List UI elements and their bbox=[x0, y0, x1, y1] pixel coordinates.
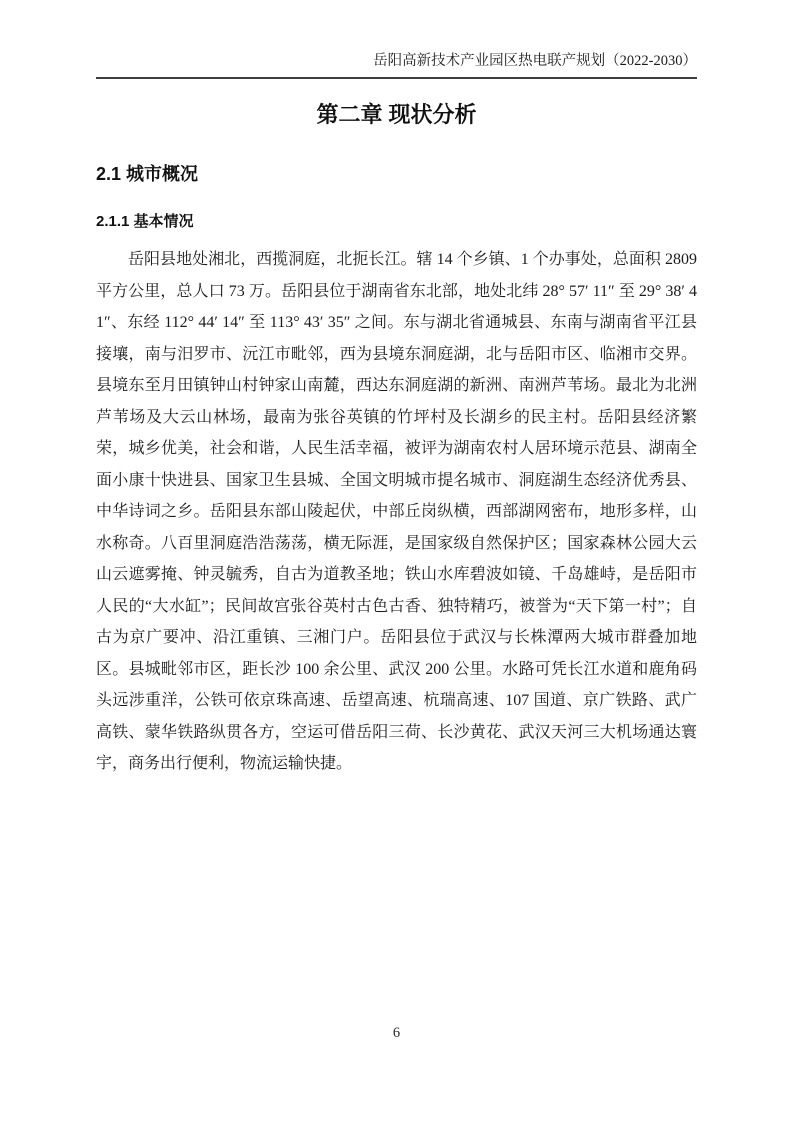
page-number: 6 bbox=[392, 1025, 401, 1041]
page-header bbox=[96, 50, 697, 79]
subsection-heading: 2.1.1 基本情况 bbox=[96, 213, 194, 230]
section-heading: 2.1 城市概况 bbox=[96, 164, 199, 184]
body-paragraph: 岳阳县地处湘北，西揽洞庭，北扼长江。辖 14 个乡镇、1 个办事处，总面积 2809 平方公里，总人口 73 万。岳阳县位于湖南省东北部，地处北纬 28° 57′ 11″ 至 29° 38′ 41″、东经 112° 44′ 14″ 至 113° 43′ 35″ 之间。东与湖北省通城县、东南与湖南省平江县接壤，南与汨罗市、沅江市毗邻，西为县境东洞庭湖，北与岳阳市区、临湘市交界。县境东至月田镇钟山村钟家山南麓，西达东洞庭湖的新洲、南洲芦苇场。最北为北洲芦苇场及大云山林场，最南为张谷英镇的竹坪村及长湖乡的民主村。岳阳县经济繁荣，城乡优美，社会和谐，人民生活幸福，被评为湖南农村人居环境示范县、湖南全面小康十快进县、国家卫生县城、全国文明城市提名城市、洞庭湖生态经济优秀县、中华诗词之乡。岳阳县东部山陵起伏，中部丘岗纵横，西部湖网密布，地形多样，山水称奇。八百里洞庭浩浩荡荡，横无际涯，是国家级自然保护区；国家森林公园大云山云遮雾掩、钟灵毓秀，自古为道教圣地；铁山水库碧波如镜、千岛雄峙，是岳阳市人民的“大水缸”；民间故宫张谷英村古色古香、独特精巧，被誉为“天下第一村”；自古为京广要冲、沿江重镇、三湘门户。岳阳县位于武汉与长株潭两大城市群叠加地区。县城毗邻市区，距长沙 100 余公里、武汉 200 公里。水路可凭长江水道和鹿角码头远涉重洋，公铁可依京珠高速、岳望高速、杭瑞高速、107 国道、京广铁路、武广高铁、蒙华铁路纵贯各方，空运可借岳阳三荷、长沙黄花、武汉天河三大机场通达寰宇，商务出行便利，物流运输快捷。 bbox=[96, 251, 697, 772]
chapter-title: 第二章 现状分析 bbox=[316, 102, 477, 127]
header-title: 岳阳高新技术产业园区热电联产规划（2022-2030） bbox=[373, 53, 697, 69]
